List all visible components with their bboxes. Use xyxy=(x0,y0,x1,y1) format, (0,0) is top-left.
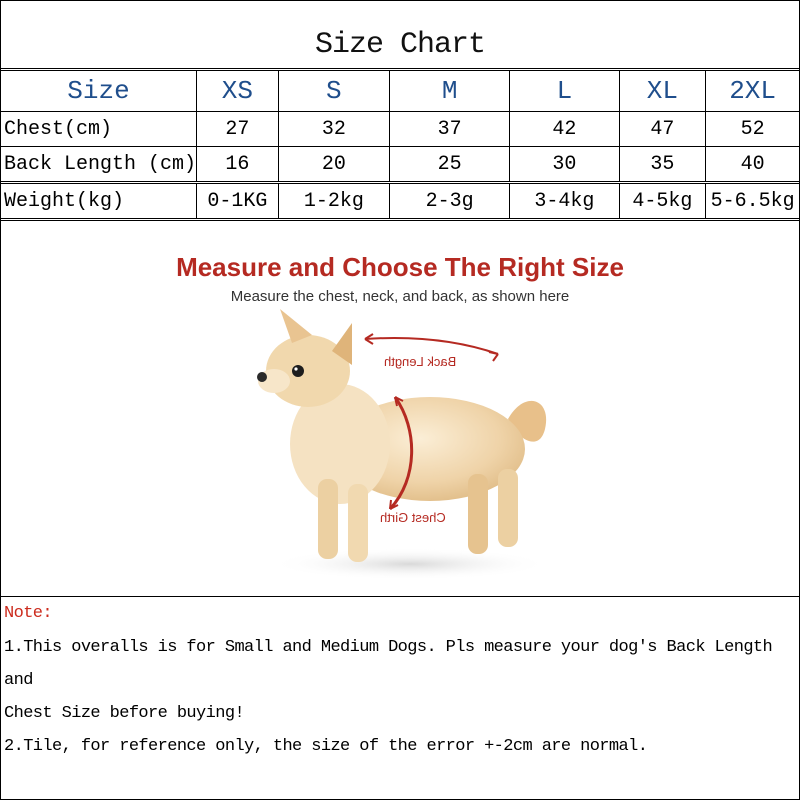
table-cell: 47 xyxy=(619,112,706,147)
row-label-chest: Chest(cm) xyxy=(1,112,197,147)
table-cell: 16 xyxy=(197,147,279,183)
table-cell: 35 xyxy=(619,147,706,183)
table-cell: 42 xyxy=(510,112,619,147)
table-cell: 30 xyxy=(510,147,619,183)
note-line: 2.Tile, for reference only, the size of the error +-2cm are normal. xyxy=(4,737,648,756)
row-label-back-length: Back Length (cm) xyxy=(1,147,197,183)
note-line: Chest Size before buying! xyxy=(4,704,245,723)
size-chart-title: Size Chart xyxy=(314,28,486,62)
dog-illustration xyxy=(240,309,570,589)
table-cell: 3-4kg xyxy=(510,183,619,220)
table-cell: 5-6.5kg xyxy=(706,183,800,220)
header-l: L xyxy=(510,70,619,112)
size-table xyxy=(0,68,800,221)
header-s: S xyxy=(278,70,389,112)
table-cell: 1-2kg xyxy=(278,183,389,220)
table-cell: 32 xyxy=(278,112,389,147)
table-row-chest xyxy=(1,112,800,147)
measure-subline: Measure the chest, neck, and back, as shown here xyxy=(230,288,570,305)
note-title: Note: xyxy=(4,604,53,623)
notes-section xyxy=(4,604,794,763)
header-2xl: 2XL xyxy=(706,70,800,112)
size-table-header-row xyxy=(1,70,800,112)
chest-girth-label: Chest Girth xyxy=(380,510,446,525)
table-cell: 27 xyxy=(197,112,279,147)
header-xs: XS xyxy=(197,70,279,112)
row-label-weight: Weight(kg) xyxy=(1,183,197,220)
note-line: 1.This overalls is for Small and Medium Dogs. Pls measure your dog's Back Length and xyxy=(4,638,773,690)
measure-guide xyxy=(0,214,800,596)
header-xl: XL xyxy=(619,70,706,112)
table-cell: 4-5kg xyxy=(619,183,706,220)
table-row-back-length xyxy=(1,147,800,183)
header-size: Size xyxy=(1,70,197,112)
measure-headline: Measure and Choose The Right Size xyxy=(176,252,624,282)
header-m: M xyxy=(390,70,510,112)
table-cell: 0-1KG xyxy=(197,183,279,220)
back-length-label: Back Length xyxy=(384,354,457,369)
table-cell: 37 xyxy=(390,112,510,147)
table-cell: 52 xyxy=(706,112,800,147)
table-cell: 40 xyxy=(706,147,800,183)
table-cell: 25 xyxy=(390,147,510,183)
table-cell: 2-3g xyxy=(390,183,510,220)
table-cell: 20 xyxy=(278,147,389,183)
section-divider xyxy=(0,596,800,597)
